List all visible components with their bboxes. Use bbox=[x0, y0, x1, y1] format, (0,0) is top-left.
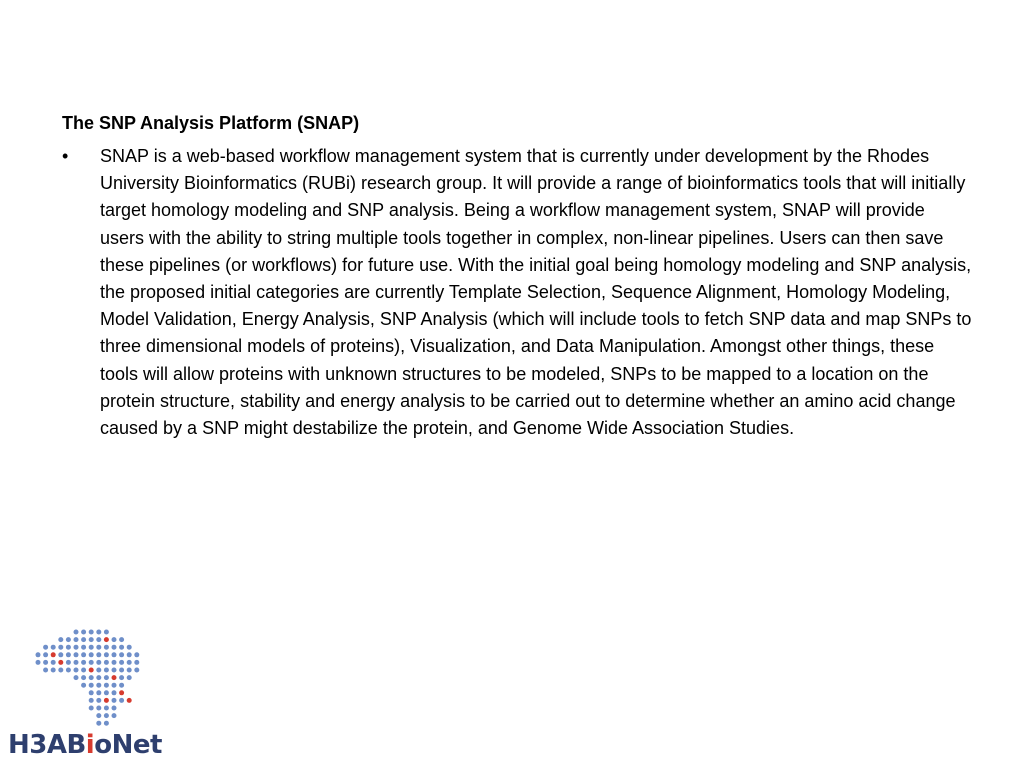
map-dot bbox=[134, 660, 139, 665]
map-dot bbox=[89, 645, 94, 650]
map-dot bbox=[58, 652, 63, 657]
map-dot bbox=[104, 683, 109, 688]
map-dot bbox=[58, 660, 63, 665]
map-dot bbox=[81, 683, 86, 688]
map-dot bbox=[134, 652, 139, 657]
map-dot bbox=[127, 645, 132, 650]
map-dot bbox=[96, 721, 101, 726]
map-dot bbox=[89, 706, 94, 711]
map-dot bbox=[96, 645, 101, 650]
map-dot bbox=[112, 675, 117, 680]
map-dot bbox=[36, 660, 41, 665]
map-dot bbox=[119, 698, 124, 703]
map-dot bbox=[74, 668, 79, 673]
map-dot bbox=[96, 683, 101, 688]
map-dot bbox=[119, 675, 124, 680]
map-dot bbox=[81, 675, 86, 680]
map-dot bbox=[96, 698, 101, 703]
h3abionet-logo bbox=[8, 628, 178, 764]
map-dot bbox=[43, 652, 48, 657]
map-dot bbox=[104, 630, 109, 635]
map-dot bbox=[51, 660, 56, 665]
logo-wordmark: H3ABioNet bbox=[8, 730, 162, 760]
map-dot bbox=[112, 713, 117, 718]
bullet-marker: • bbox=[62, 146, 69, 166]
map-dot bbox=[112, 690, 117, 695]
map-dot bbox=[96, 652, 101, 657]
map-dot bbox=[119, 668, 124, 673]
map-dot bbox=[119, 683, 124, 688]
map-dot bbox=[127, 668, 132, 673]
map-dot bbox=[81, 668, 86, 673]
map-dot bbox=[112, 706, 117, 711]
map-dot bbox=[112, 645, 117, 650]
map-dot bbox=[104, 675, 109, 680]
map-dot bbox=[104, 660, 109, 665]
map-dot bbox=[74, 645, 79, 650]
map-dot bbox=[112, 698, 117, 703]
map-dot bbox=[81, 645, 86, 650]
map-dot bbox=[104, 645, 109, 650]
map-dot bbox=[119, 652, 124, 657]
map-dot bbox=[74, 637, 79, 642]
bullet-item bbox=[62, 143, 972, 442]
map-dot bbox=[96, 660, 101, 665]
map-dot bbox=[89, 637, 94, 642]
map-dot bbox=[119, 660, 124, 665]
map-dot bbox=[89, 660, 94, 665]
map-dot bbox=[112, 637, 117, 642]
map-dot bbox=[74, 652, 79, 657]
map-dot bbox=[58, 637, 63, 642]
map-dot bbox=[127, 675, 132, 680]
map-dot bbox=[89, 698, 94, 703]
map-dot bbox=[134, 668, 139, 673]
map-dot bbox=[119, 637, 124, 642]
map-dot bbox=[81, 630, 86, 635]
map-dot bbox=[89, 683, 94, 688]
map-dot bbox=[58, 645, 63, 650]
map-dot bbox=[51, 652, 56, 657]
map-dot bbox=[74, 630, 79, 635]
map-dot bbox=[66, 645, 71, 650]
map-dot bbox=[89, 630, 94, 635]
map-dot bbox=[119, 690, 124, 695]
map-dot bbox=[81, 637, 86, 642]
map-dot bbox=[66, 652, 71, 657]
map-dot bbox=[51, 668, 56, 673]
map-dot bbox=[74, 660, 79, 665]
map-dot bbox=[89, 690, 94, 695]
map-dot bbox=[43, 645, 48, 650]
map-dot bbox=[104, 698, 109, 703]
map-dot bbox=[127, 698, 132, 703]
map-dot bbox=[89, 675, 94, 680]
map-dot bbox=[96, 630, 101, 635]
map-dot bbox=[96, 690, 101, 695]
bullet-list bbox=[62, 143, 972, 442]
map-dot bbox=[43, 660, 48, 665]
map-dot bbox=[104, 706, 109, 711]
map-dot bbox=[96, 637, 101, 642]
map-dot bbox=[127, 652, 132, 657]
map-dot bbox=[66, 668, 71, 673]
map-dot bbox=[81, 660, 86, 665]
map-dot bbox=[112, 660, 117, 665]
map-dot bbox=[104, 668, 109, 673]
map-dot bbox=[81, 652, 86, 657]
map-dot bbox=[96, 668, 101, 673]
map-dot bbox=[127, 660, 132, 665]
map-dot bbox=[119, 645, 124, 650]
map-dot bbox=[112, 683, 117, 688]
map-dot bbox=[104, 713, 109, 718]
bullet-text: SNAP is a web-based workflow management system that is currently under development by the Rhodes University Bioinformatics (RUBi) research group. It will provide a range of bioinformatics tools that will initially target homology modeling and SNP analysis. Being a workflow management system, SNAP will provide users with the ability to string multiple tools together in complex, non-linear pipelines. Users can then save these pipelines (or workflows) for future use. With the initial goal being homology modeling and SNP analysis, the proposed initial categories are currently Template Selection, Sequence Alignment, Homology Modeling, Model Validation, Energy Analysis, SNP Analysis (which will include tools to fetch SNP data and map SNPs to three dimensional models of proteins), Visualization, and Data Manipulation. Amongst other things, these tools will allow proteins with unknown structures to be modeled, SNPs to be mapped to a location on the protein structure, stability and energy analysis to be carried out to determine whether an amino acid change caused by a SNP might destabilize the protein, and Genome Wide Association Studies. bbox=[100, 146, 972, 439]
map-dot bbox=[89, 652, 94, 657]
map-dot bbox=[66, 637, 71, 642]
map-dot bbox=[96, 713, 101, 718]
map-dot bbox=[104, 721, 109, 726]
map-dot bbox=[96, 706, 101, 711]
map-dot bbox=[74, 675, 79, 680]
map-dot bbox=[43, 668, 48, 673]
map-dot bbox=[51, 645, 56, 650]
map-dot bbox=[89, 668, 94, 673]
map-dot bbox=[104, 637, 109, 642]
slide-heading: The SNP Analysis Platform (SNAP) bbox=[62, 113, 360, 133]
map-dot bbox=[112, 668, 117, 673]
map-dot bbox=[112, 652, 117, 657]
map-dot bbox=[66, 660, 71, 665]
map-dot bbox=[36, 652, 41, 657]
map-dot bbox=[104, 652, 109, 657]
map-dot bbox=[104, 690, 109, 695]
africa-dot-map-icon bbox=[34, 628, 164, 732]
map-dot bbox=[96, 675, 101, 680]
map-dot bbox=[58, 668, 63, 673]
